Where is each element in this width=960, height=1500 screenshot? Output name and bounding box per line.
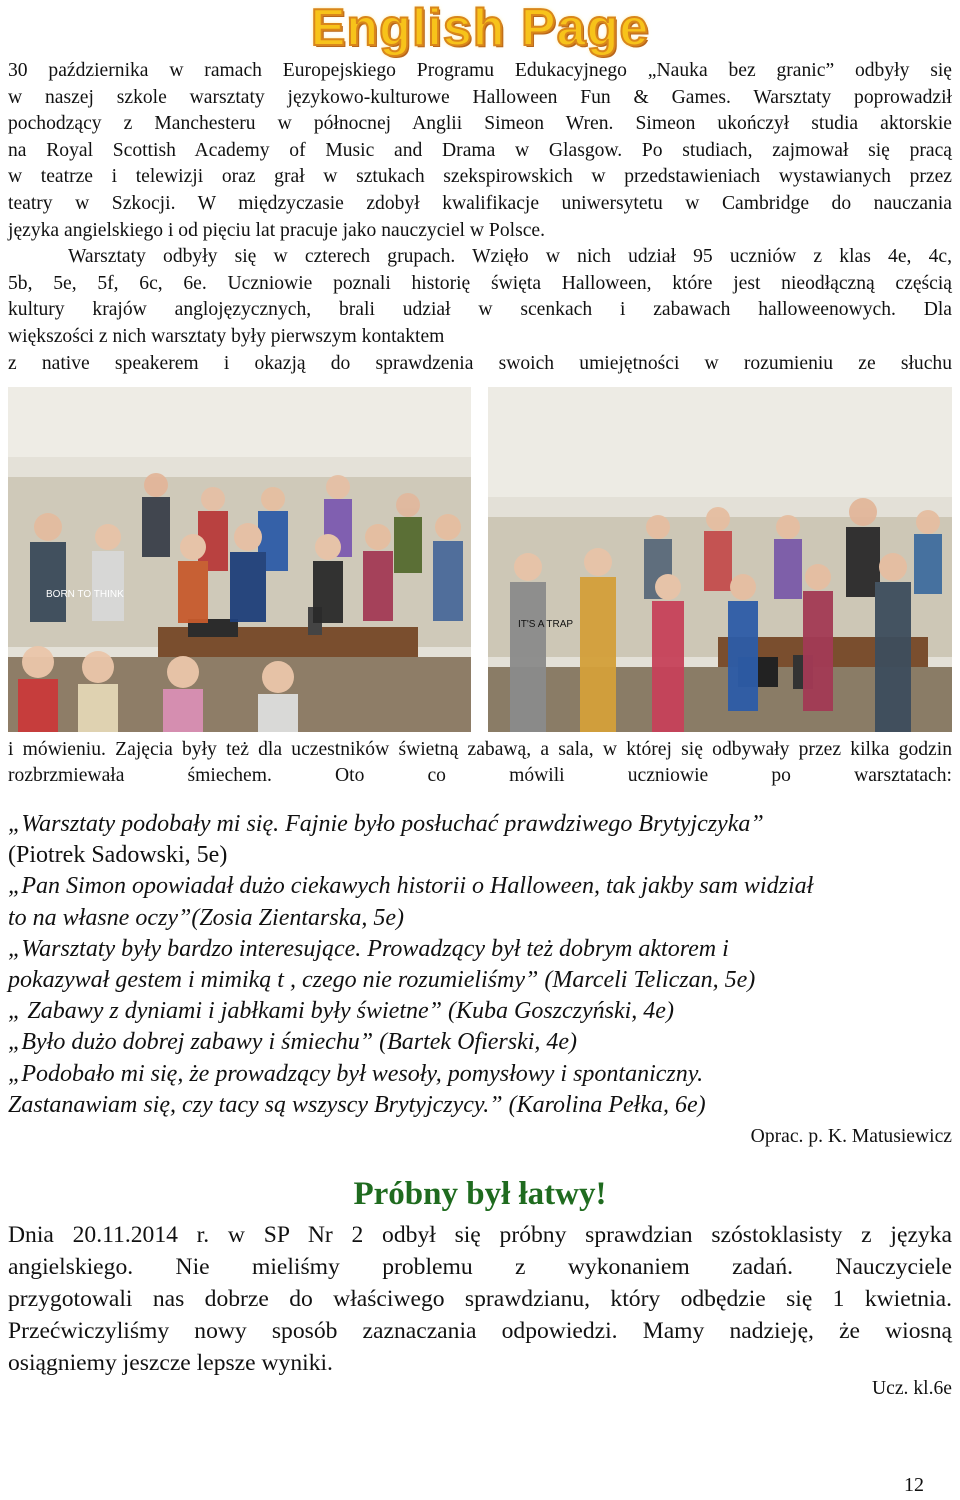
- shirt-text: BORN TO THINK: [46, 589, 124, 600]
- text-line: w naszej szkole warsztaty językowo-kulturowe Halloween Fun & Games. Warsztaty poprowadził: [8, 86, 952, 108]
- text-line: większości z nich warsztaty były pierwszym kontaktem: [8, 325, 445, 347]
- quote-line: „Pan Simon opowiadał dużo ciekawych historii o Halloween, tak jakby sam widział: [8, 873, 814, 900]
- quote-line: „Podobało mi się, że prowadzący był wesoły, pomysłowy i spontaniczny.: [8, 1060, 704, 1087]
- quote-line: „ Zabawy z dyniami i jabłkami były świetne” (Kuba Goszczyński, 4e): [8, 998, 674, 1025]
- text-line: 30 października w ramach Europejskiego Programu Edukacyjnego „Nauka bez granic” odbyły się: [8, 60, 952, 81]
- quote-line: „Było dużo dobrej zabawy i śmiechu” (Bartek Ofierski, 4e): [8, 1029, 578, 1056]
- text-line: Dnia 20.11.2014 r. w SP Nr 2 odbył się próbny sprawdzian szóstoklasisty z języka: [8, 1222, 952, 1248]
- workshop-photos: [8, 387, 952, 732]
- section-title: Próbny był łatwy!: [353, 1176, 607, 1212]
- page-number: 12: [904, 1474, 924, 1496]
- text-line: z native speakerem i okazją do sprawdzenia swoich umiejętności w rozumieniu ze słuchu: [8, 352, 952, 374]
- quote-line: „Warsztaty podobały mi się. Fajnie było posłuchać prawdziwego Brytyjczyka”: [8, 811, 764, 837]
- text-line: teatry w Szkocji. W międzyczasie zdobył kwalifikacje uniwersytetu w Cambridge do nauczania: [8, 192, 952, 214]
- text-line: Przećwiczyliśmy nowy sposób zaznaczania odpowiedzi. Mamy nadzieję, że wiosną: [8, 1318, 952, 1344]
- article-author: Ucz. kl.6e: [872, 1378, 952, 1399]
- text-line: angielskiego. Nie mieliśmy problemu z wykonaniem zadań. Nauczyciele: [8, 1254, 952, 1280]
- text-line: osiągniemy jeszcze lepsze wyniki.: [8, 1350, 333, 1376]
- text-line: w teatrze i telewizji oraz grał w sztukach szekspirowskich w przedstawieniach wystawianych przez: [8, 166, 952, 188]
- text-line: na Royal Scottish Academy of Music and Drama w Glasgow. Po studiach, zajmował się pracą: [8, 139, 952, 161]
- student-quotes: [8, 809, 952, 1121]
- text-line: pochodzący z Manchesteru w północnej Anglii Simeon Wren. Simeon ukończył studia aktorskie: [8, 113, 952, 135]
- article-test-text: [8, 1219, 952, 1379]
- article-halloween-continuation: i mówieniu. Zajęcia były też dla uczestników świetną zabawą, a sala, w której się odbywały przez kilka godzin rozbrzmiewała śmiechem. Oto co mówili uczniowie po warsztatach:: [8, 739, 952, 786]
- quote-author: (Piotrek Sadowski, 5e): [8, 842, 228, 869]
- group-photo-left-image: [8, 387, 471, 732]
- group-photo-right: [488, 387, 952, 732]
- text-line: języka angielskiego i od pięciu lat pracuje jako nauczyciel w Polsce.: [8, 219, 545, 241]
- quote-line: to na własne oczy”(Zosia Zientarska, 5e): [8, 904, 404, 931]
- article-halloween-text: [8, 58, 952, 377]
- quote-line: Zastanawiam się, czy tacy są wszyscy Brytyjczycy.” (Karolina Pełka, 6e): [8, 1091, 706, 1118]
- page-header: [0, 0, 960, 56]
- group-photo-left: [8, 387, 471, 732]
- text-line: 5b, 5e, 5f, 6c, 6e. Uczniowie poznali historię święta Halloween, które jest nieodłączną częścią: [8, 272, 952, 294]
- group-photo-right-image: [488, 387, 952, 732]
- quote-line: „Warsztaty były bardzo interesujące. Prowadzący był też dobrym aktorem i: [8, 935, 729, 962]
- article-author: Oprac. p. K. Matusiewicz: [750, 1126, 952, 1147]
- text-line: przygotowali nas dobrze do właściwego sprawdzianu, który odbędzie się 1 kwietnia.: [8, 1286, 952, 1312]
- text-line: Warsztaty odbyły się w czterech grupach. Wzięło w nich udział 95 uczniów z klas 4e, 4c,: [68, 246, 952, 268]
- shirt-text: IT'S A TRAP: [518, 619, 574, 630]
- text-line: kultury krajów anglojęzycznych, brali udział w scenkach i zabawach halloweenowych. Dla: [8, 299, 952, 321]
- page-title: English Page: [310, 0, 650, 57]
- quote-line: pokazywał gestem i mimiką t , czego nie rozumieliśmy” (Marceli Teliczan, 5e): [8, 967, 756, 994]
